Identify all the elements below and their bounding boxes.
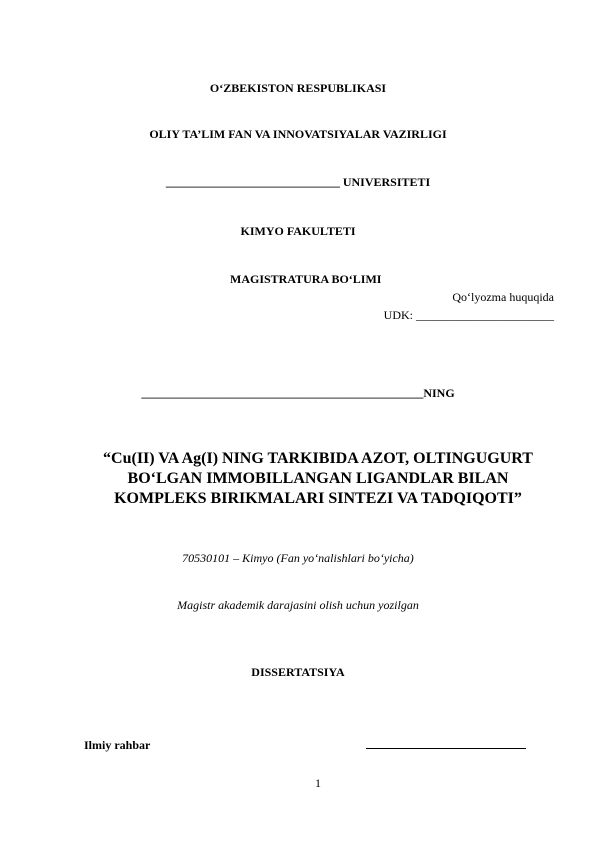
udk-field: UDK: _______________________: [383, 308, 554, 322]
supervisor-signature-line: [366, 748, 526, 749]
dissertation-title: [60, 449, 576, 509]
manuscript-rights: Qo‘lyozma huquqida: [452, 290, 554, 304]
university-heading: _____________________________ UNIVERSITETI: [165, 175, 431, 189]
specialty-code: 70530101 – Kimyo (Fan yo‘nalishlari bo‘yicha): [182, 551, 414, 565]
supervisor-label: Ilmiy rahbar: [84, 738, 151, 752]
page-number: 1: [315, 776, 321, 790]
department-heading: MAGISTRATURA BO‘LIMI: [230, 272, 382, 286]
republic-heading: O‘ZBEKISTON RESPUBLIKASI: [209, 81, 387, 95]
document-type: DISSERTATSIYA: [251, 665, 345, 679]
title-line-3: KOMPLEKS BIRIKMALARI SINTEZI VA TADQIQOTI”: [114, 490, 522, 507]
ministry-heading: OLIY TA’LIM FAN VA INNOVATSIYALAR VAZIRLIGI: [149, 127, 447, 141]
degree-purpose: Magistr akademik darajasini olish uchun yozilgan: [177, 598, 419, 612]
title-line-2: BO‘LGAN IMMOBILLANGAN LIGANDLAR BILAN: [127, 470, 509, 487]
author-line: _______________________________________________NING: [141, 386, 455, 400]
title-line-1: “Cu(II) VA Ag(I) NING TARKIBIDA AZOT, OLTINGUGURT: [103, 450, 533, 467]
faculty-heading: KIMYO FAKULTETI: [240, 224, 356, 238]
